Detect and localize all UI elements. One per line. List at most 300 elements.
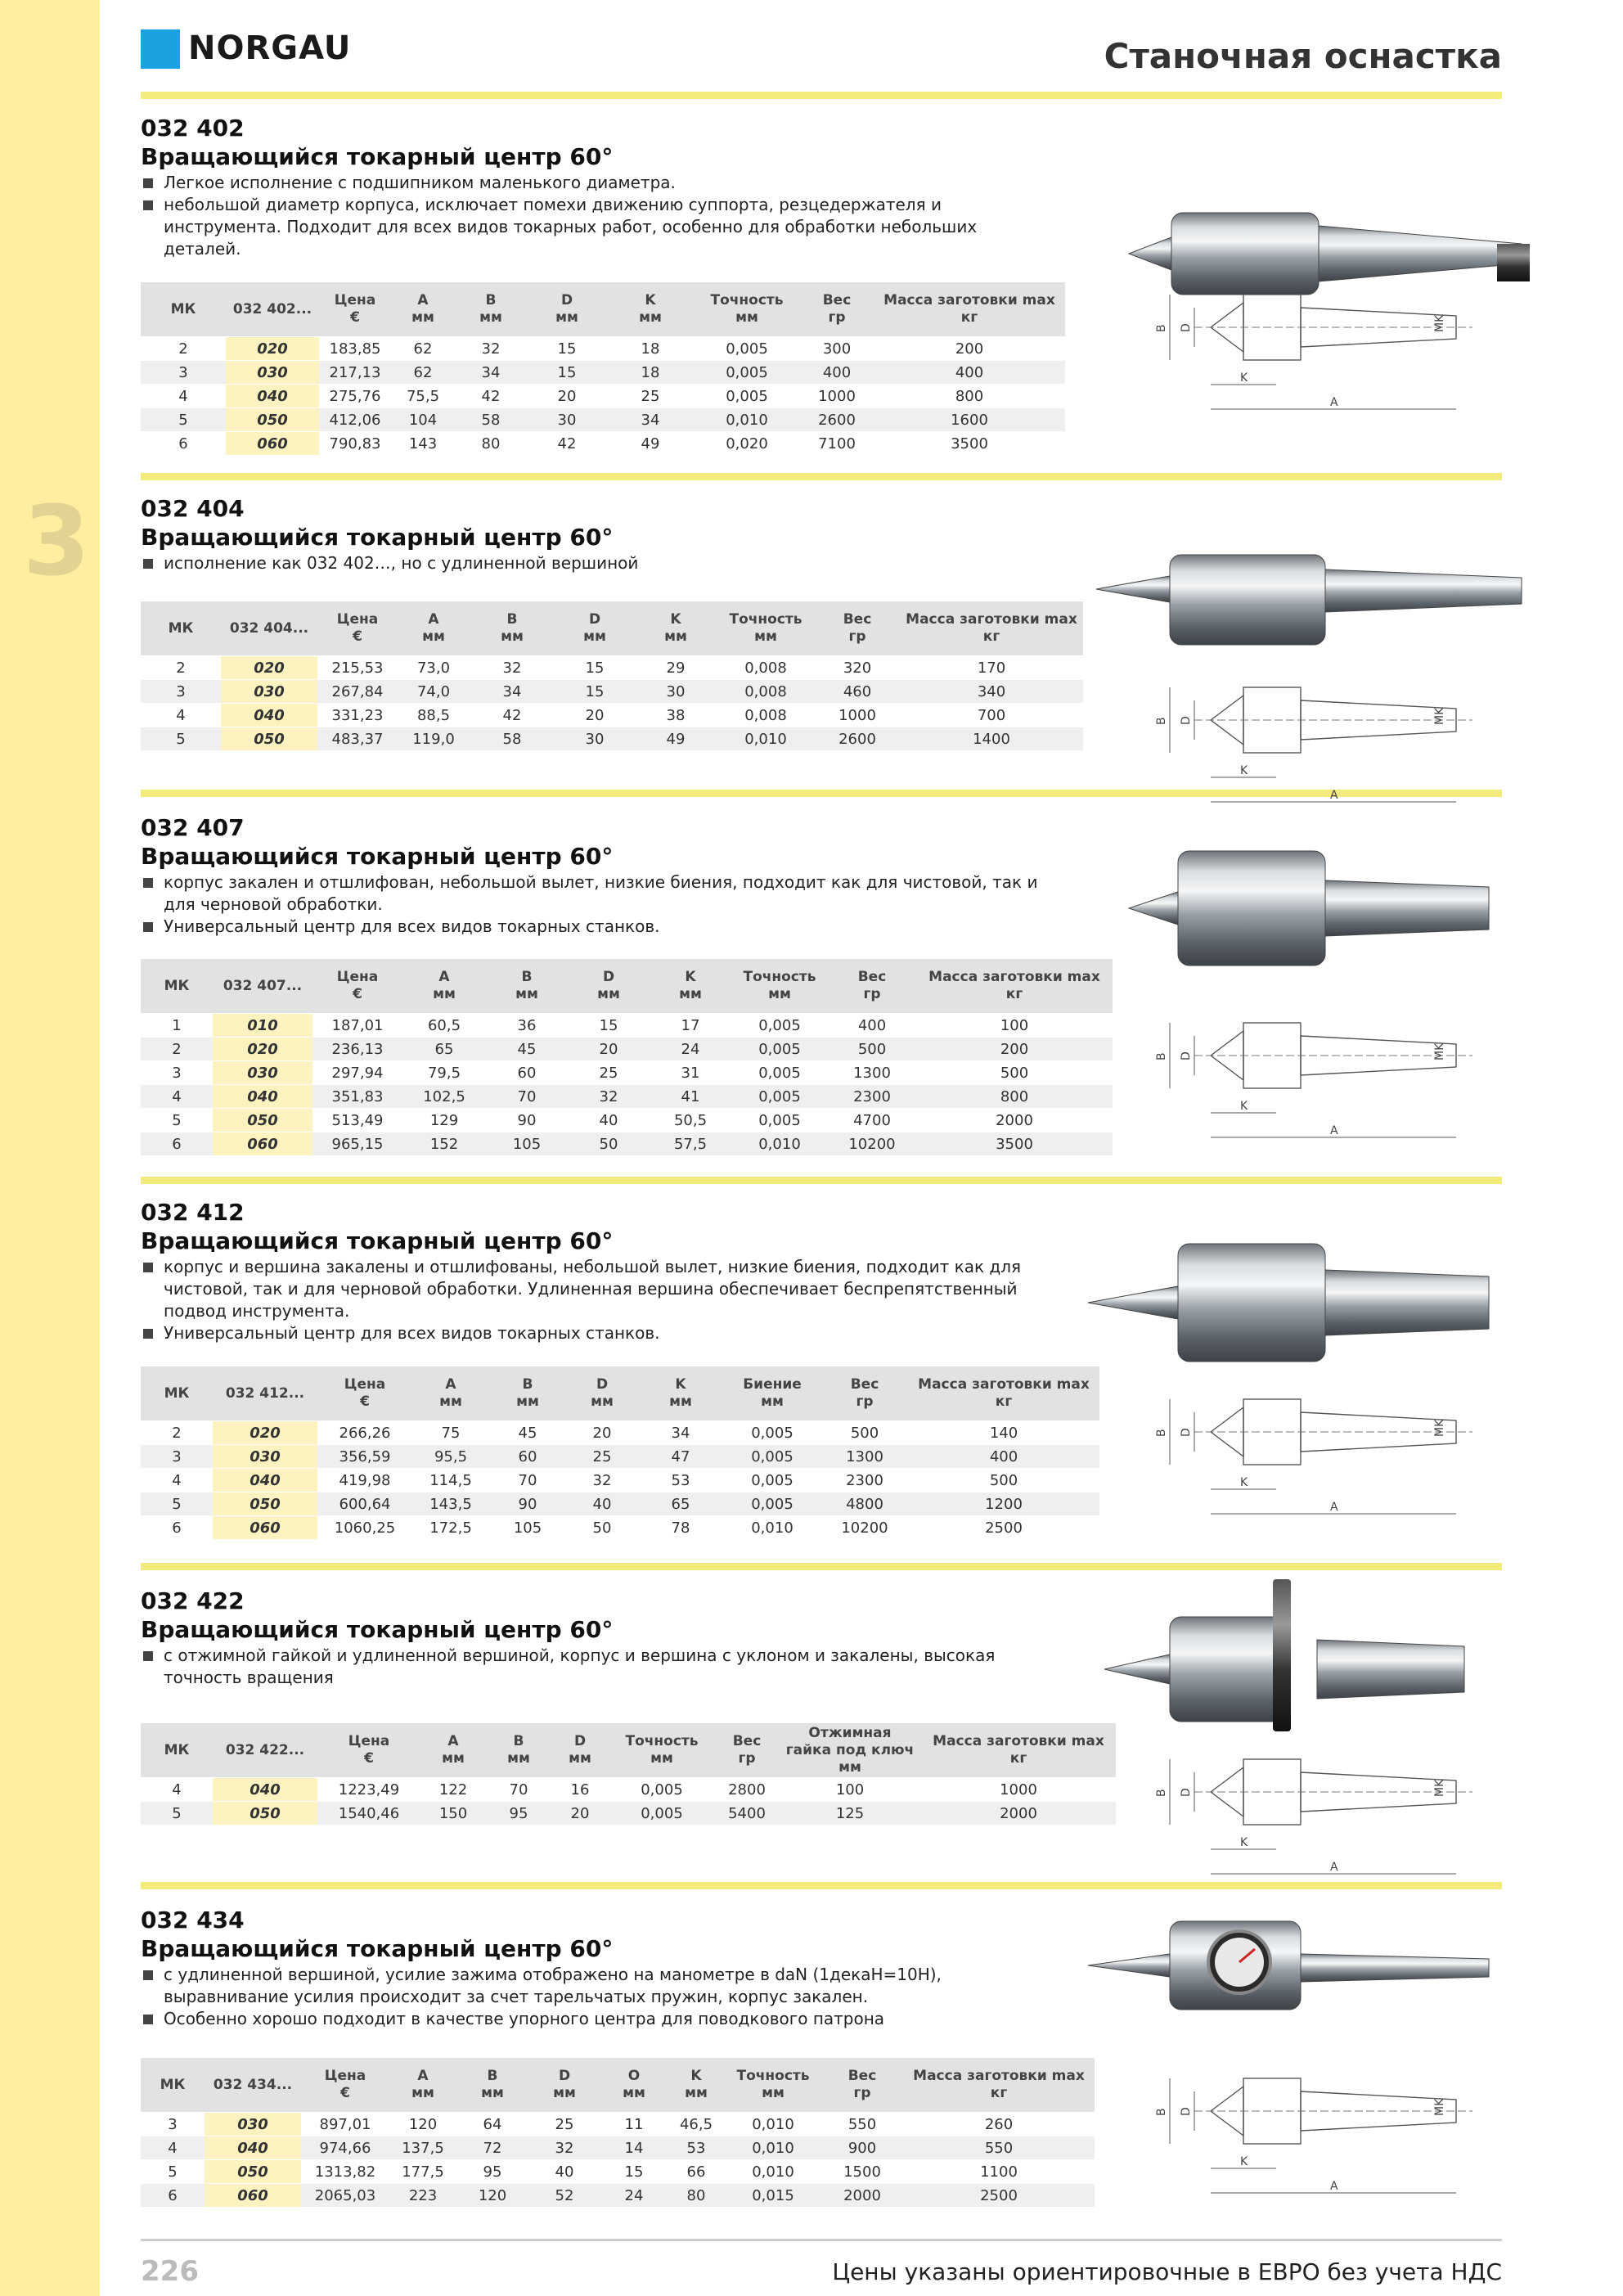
column-header: Цена € xyxy=(317,601,398,656)
table-cell: 90 xyxy=(489,1492,566,1516)
column-header: Точность мм xyxy=(717,601,815,656)
table-cell: 105 xyxy=(486,1132,568,1156)
table-cell: 20 xyxy=(551,1802,609,1826)
order-suffix-cell: 030 xyxy=(213,1061,312,1085)
table-cell: 20 xyxy=(555,704,635,727)
table-cell: 0,005 xyxy=(731,1061,828,1085)
table-cell: 483,37 xyxy=(317,727,398,751)
table-cell: 331,23 xyxy=(317,704,398,727)
table-row xyxy=(141,1014,1113,1038)
spec-table xyxy=(141,2058,1095,2207)
table-cell: 34 xyxy=(607,408,694,432)
feature-item xyxy=(141,1645,1057,1689)
dim-d-label: D xyxy=(1180,716,1193,725)
bullet-square-icon xyxy=(143,1263,153,1272)
table-cell: 15 xyxy=(527,361,607,385)
order-suffix-cell: 030 xyxy=(213,1445,317,1469)
table-cell: 275,76 xyxy=(319,385,391,408)
dimension-drawing xyxy=(1145,1743,1522,1907)
table-cell: 16 xyxy=(551,1778,609,1802)
table-cell: 0,005 xyxy=(694,361,800,385)
column-header: Вес гр xyxy=(821,2058,903,2113)
column-header: Отжимная гайка под ключ мм xyxy=(779,1723,921,1778)
column-header: 032 402... xyxy=(226,282,319,337)
table-cell: 78 xyxy=(638,1516,723,1540)
order-suffix-cell: 040 xyxy=(226,385,319,408)
table-cell: 74,0 xyxy=(398,680,470,704)
table-cell: 965,15 xyxy=(312,1132,402,1156)
table-cell: 4 xyxy=(141,1469,213,1492)
dim-d-label: D xyxy=(1180,1051,1193,1060)
table-cell: 223 xyxy=(389,2184,456,2208)
section-rule xyxy=(141,1177,1502,1184)
dim-a-label: A xyxy=(1330,1501,1338,1514)
table-cell: 897,01 xyxy=(301,2113,389,2136)
order-suffix-cell: 030 xyxy=(226,361,319,385)
feature-item xyxy=(141,916,1057,938)
bullet-square-icon xyxy=(143,878,153,888)
table-cell: 500 xyxy=(821,1421,908,1445)
table-cell: 20 xyxy=(527,385,607,408)
dim-k-label: K xyxy=(1240,764,1248,777)
table-row xyxy=(141,337,1065,361)
column-header: МК xyxy=(141,1366,213,1421)
table-cell: 3 xyxy=(141,361,226,385)
table-cell: 2000 xyxy=(921,1802,1116,1826)
feature-text: небольшой диаметр корпуса, исключает помехи движению суппорта, резцедержателя и инструмента. Подходит для всех видов токарных работ, особенно для обработки небольших деталей. xyxy=(164,195,978,259)
column-header: МК xyxy=(141,1723,213,1778)
feature-list xyxy=(141,871,1057,938)
feature-text: корпус и вершина закалены и отшлифованы, небольшой вылет, низкие биения, подходит как для чистовой, так и для черновой обработки. Удлиненная вершина обеспечивает беспрепятственный подвод инструмента. xyxy=(164,1257,1022,1321)
table-cell: 5 xyxy=(141,1492,213,1516)
table-cell: 3500 xyxy=(916,1132,1113,1156)
table-cell: 2600 xyxy=(815,727,900,751)
table-cell: 52 xyxy=(528,2184,600,2208)
order-suffix-cell: 050 xyxy=(213,1492,317,1516)
dim-mk-label: MK xyxy=(1433,707,1446,725)
table-cell: 72 xyxy=(456,2136,528,2160)
column-header: МК xyxy=(141,282,226,337)
table-cell: 122 xyxy=(420,1778,486,1802)
order-suffix-cell: 050 xyxy=(221,727,317,751)
table-cell: 217,13 xyxy=(319,361,391,385)
table-cell: 183,85 xyxy=(319,337,391,361)
table-cell: 46,5 xyxy=(668,2113,725,2136)
table-row xyxy=(141,432,1065,456)
table-cell: 20 xyxy=(566,1421,638,1445)
table-cell: 79,5 xyxy=(402,1061,486,1085)
table-cell: 49 xyxy=(635,727,717,751)
table-cell: 140 xyxy=(908,1421,1099,1445)
table-cell: 31 xyxy=(650,1061,731,1085)
table-cell: 29 xyxy=(635,656,717,680)
column-header: МК xyxy=(141,2058,205,2113)
table-cell: 500 xyxy=(916,1061,1113,1085)
column-header: Вес гр xyxy=(821,1366,908,1421)
table-cell: 64 xyxy=(456,2113,528,2136)
table-cell: 150 xyxy=(420,1802,486,1826)
table-cell: 120 xyxy=(389,2113,456,2136)
table-cell: 2500 xyxy=(908,1516,1099,1540)
table-cell: 34 xyxy=(470,680,555,704)
order-suffix-cell: 020 xyxy=(213,1038,312,1061)
table-cell: 0,005 xyxy=(731,1014,828,1038)
table-cell: 1223,49 xyxy=(317,1778,420,1802)
order-suffix-cell: 060 xyxy=(226,432,319,456)
table-cell: 58 xyxy=(470,727,555,751)
order-suffix-cell: 060 xyxy=(213,1132,312,1156)
chapter-number: 3 xyxy=(23,484,91,597)
order-suffix-cell: 020 xyxy=(221,656,317,680)
column-header: K мм xyxy=(650,959,731,1014)
feature-item xyxy=(141,552,1057,574)
table-cell: 90 xyxy=(486,1109,568,1132)
table-cell: 32 xyxy=(568,1085,650,1109)
column-header: Масса заготовки max кг xyxy=(908,1366,1099,1421)
table-cell: 62 xyxy=(391,361,455,385)
table-cell: 32 xyxy=(566,1469,638,1492)
table-row xyxy=(141,1778,1116,1802)
table-row xyxy=(141,2184,1095,2208)
order-suffix-cell: 050 xyxy=(205,2160,301,2184)
sidebar-divider xyxy=(100,0,113,2296)
table-cell: 15 xyxy=(555,656,635,680)
dim-a-label: A xyxy=(1330,1861,1338,1874)
column-header: Точность мм xyxy=(725,2058,821,2113)
table-cell: 114,5 xyxy=(412,1469,489,1492)
table-cell: 95 xyxy=(486,1802,551,1826)
spec-table-header xyxy=(141,1366,1099,1421)
column-header: Цена € xyxy=(312,959,402,1014)
feature-item xyxy=(141,172,1057,194)
dim-mk-label: MK xyxy=(1433,1042,1446,1060)
dimension-drawing xyxy=(1145,1006,1522,1170)
table-cell: 1540,46 xyxy=(317,1802,420,1826)
table-cell: 105 xyxy=(489,1516,566,1540)
table-cell: 0,005 xyxy=(731,1038,828,1061)
order-suffix-cell: 040 xyxy=(213,1085,312,1109)
table-cell: 70 xyxy=(486,1778,551,1802)
table-cell: 4 xyxy=(141,385,226,408)
table-row xyxy=(141,1132,1113,1156)
feature-text: с отжимной гайкой и удлиненной вершиной, корпус и вершина с уклоном и закалены, высокая точность вращения xyxy=(164,1645,996,1687)
table-cell: 356,59 xyxy=(317,1445,412,1469)
column-header: O мм xyxy=(600,2058,668,2113)
product-name: Вращающийся токарный центр 60° xyxy=(141,1227,614,1254)
dim-a-label: A xyxy=(1330,2180,1338,2193)
feature-text: исполнение как 032 402…, но с удлиненной вершиной xyxy=(164,553,639,573)
table-cell: 0,005 xyxy=(723,1421,821,1445)
table-cell: 0,005 xyxy=(723,1469,821,1492)
table-cell: 5 xyxy=(141,2160,205,2184)
product-name: Вращающийся токарный центр 60° xyxy=(141,524,614,551)
table-cell: 50 xyxy=(568,1132,650,1156)
table-cell: 66 xyxy=(668,2160,725,2184)
bullet-square-icon xyxy=(143,2015,153,2024)
table-cell: 2 xyxy=(141,656,221,680)
table-cell: 25 xyxy=(528,2113,600,2136)
table-cell: 1000 xyxy=(815,704,900,727)
bullet-square-icon xyxy=(143,200,153,210)
table-cell: 4700 xyxy=(828,1109,916,1132)
column-header: A мм xyxy=(412,1366,489,1421)
column-header: K мм xyxy=(638,1366,723,1421)
order-suffix-cell: 040 xyxy=(213,1778,317,1802)
column-header: 032 412... xyxy=(213,1366,317,1421)
table-cell: 351,83 xyxy=(312,1085,402,1109)
table-cell: 7100 xyxy=(800,432,874,456)
table-row xyxy=(141,1445,1099,1469)
order-suffix-cell: 040 xyxy=(213,1469,317,1492)
table-cell: 15 xyxy=(600,2160,668,2184)
table-cell: 0,005 xyxy=(694,337,800,361)
table-row xyxy=(141,1469,1099,1492)
table-cell: 412,06 xyxy=(319,408,391,432)
product-code: 032 434 xyxy=(141,1907,245,1934)
table-cell: 0,008 xyxy=(717,704,815,727)
table-cell: 125 xyxy=(779,1802,921,1826)
column-header: МК xyxy=(141,601,221,656)
table-cell: 297,94 xyxy=(312,1061,402,1085)
table-cell: 2 xyxy=(141,1421,213,1445)
table-cell: 152 xyxy=(402,1132,486,1156)
column-header: Масса заготовки max кг xyxy=(921,1723,1116,1778)
table-cell: 104 xyxy=(391,408,455,432)
column-header: Вес гр xyxy=(815,601,900,656)
table-cell: 2500 xyxy=(903,2184,1095,2208)
dim-b-label: B xyxy=(1155,1052,1168,1060)
table-cell: 2300 xyxy=(821,1469,908,1492)
table-cell: 2600 xyxy=(800,408,874,432)
dim-k-label: K xyxy=(1240,371,1248,385)
feature-text: Легкое исполнение с подшипником маленького диаметра. xyxy=(164,173,676,192)
table-cell: 1300 xyxy=(828,1061,916,1085)
bullet-square-icon xyxy=(143,178,153,188)
table-cell: 0,008 xyxy=(717,656,815,680)
product-code: 032 404 xyxy=(141,495,245,522)
spec-table-header xyxy=(141,601,1083,656)
table-cell: 513,49 xyxy=(312,1109,402,1132)
table-cell: 45 xyxy=(489,1421,566,1445)
feature-item xyxy=(141,871,1057,916)
dim-d-label: D xyxy=(1180,2107,1193,2116)
order-suffix-cell: 050 xyxy=(213,1802,317,1826)
table-cell: 1400 xyxy=(900,727,1083,751)
column-header: B мм xyxy=(470,601,555,656)
table-cell: 38 xyxy=(635,704,717,727)
column-header: A мм xyxy=(420,1723,486,1778)
table-cell: 4 xyxy=(141,1778,213,1802)
table-cell: 119,0 xyxy=(398,727,470,751)
table-cell: 58 xyxy=(455,408,527,432)
order-suffix-cell: 060 xyxy=(205,2184,301,2208)
table-cell: 60 xyxy=(486,1061,568,1085)
product-photo xyxy=(1080,1579,1538,1759)
table-cell: 400 xyxy=(908,1445,1099,1469)
table-cell: 62 xyxy=(391,337,455,361)
table-cell: 177,5 xyxy=(389,2160,456,2184)
table-cell: 45 xyxy=(486,1038,568,1061)
table-cell: 5 xyxy=(141,408,226,432)
feature-item xyxy=(141,1256,1057,1322)
table-cell: 40 xyxy=(528,2160,600,2184)
table-cell: 6 xyxy=(141,432,226,456)
table-cell: 18 xyxy=(607,361,694,385)
order-suffix-cell: 020 xyxy=(226,337,319,361)
spec-table-header xyxy=(141,2058,1095,2113)
column-header: Биение мм xyxy=(723,1366,821,1421)
product-name: Вращающийся токарный центр 60° xyxy=(141,143,614,170)
dimension-drawing xyxy=(1145,2062,1522,2226)
table-cell: 1100 xyxy=(903,2160,1095,2184)
table-cell: 5 xyxy=(141,1802,213,1826)
column-header: B мм xyxy=(455,282,527,337)
table-cell: 32 xyxy=(455,337,527,361)
table-cell: 15 xyxy=(527,337,607,361)
table-cell: 70 xyxy=(489,1469,566,1492)
table-row xyxy=(141,385,1065,408)
table-cell: 15 xyxy=(568,1014,650,1038)
table-cell: 172,5 xyxy=(412,1516,489,1540)
column-header: Точность мм xyxy=(694,282,800,337)
dim-a-label: A xyxy=(1330,396,1338,409)
dim-d-label: D xyxy=(1180,1788,1193,1797)
table-cell: 0,010 xyxy=(725,2160,821,2184)
table-cell: 0,005 xyxy=(694,385,800,408)
table-cell: 36 xyxy=(486,1014,568,1038)
table-cell: 1200 xyxy=(908,1492,1099,1516)
table-cell: 6 xyxy=(141,1516,213,1540)
table-cell: 1060,25 xyxy=(317,1516,412,1540)
table-cell: 50 xyxy=(566,1516,638,1540)
dimension-drawing xyxy=(1145,1383,1522,1546)
table-cell: 11 xyxy=(600,2113,668,2136)
column-header: D мм xyxy=(527,282,607,337)
table-row xyxy=(141,656,1083,680)
dim-k-label: K xyxy=(1240,1476,1248,1489)
feature-text: Особенно хорошо подходит в качестве упорного центра для поводкового патрона xyxy=(164,2009,885,2028)
column-header: Цена € xyxy=(317,1366,412,1421)
table-cell: 1500 xyxy=(821,2160,903,2184)
column-header: B мм xyxy=(486,959,568,1014)
table-row xyxy=(141,1038,1113,1061)
table-cell: 42 xyxy=(470,704,555,727)
column-header: Цена € xyxy=(319,282,391,337)
table-cell: 5 xyxy=(141,727,221,751)
table-cell: 25 xyxy=(566,1445,638,1469)
table-cell: 0,005 xyxy=(731,1085,828,1109)
table-cell: 0,020 xyxy=(694,432,800,456)
table-cell: 700 xyxy=(900,704,1083,727)
table-cell: 215,53 xyxy=(317,656,398,680)
table-cell: 0,010 xyxy=(723,1516,821,1540)
table-cell: 42 xyxy=(455,385,527,408)
dim-k-label: K xyxy=(1240,2155,1248,2168)
price-note: Цены указаны ориентировочные в ЕВРО без учета НДС xyxy=(832,2258,1502,2285)
table-cell: 120 xyxy=(456,2184,528,2208)
table-cell: 4 xyxy=(141,704,221,727)
table-cell: 95 xyxy=(456,2160,528,2184)
table-cell: 47 xyxy=(638,1445,723,1469)
column-header: B мм xyxy=(489,1366,566,1421)
table-cell: 2065,03 xyxy=(301,2184,389,2208)
table-cell: 143,5 xyxy=(412,1492,489,1516)
table-row xyxy=(141,680,1083,704)
table-cell: 550 xyxy=(903,2136,1095,2160)
dim-b-label: B xyxy=(1155,1429,1168,1437)
footer-rule xyxy=(141,2239,1502,2241)
feature-text: с удлиненной вершиной, усилие зажима отображено на манометре в daN (1декаН=10Н), выравнивание усилия происходит за счет тарельчатых пружин, корпус закален. xyxy=(164,1965,942,2006)
table-cell: 0,010 xyxy=(725,2113,821,2136)
dim-mk-label: MK xyxy=(1433,1419,1446,1437)
column-header: Цена € xyxy=(317,1723,420,1778)
column-header: A мм xyxy=(391,282,455,337)
table-cell: 550 xyxy=(821,2113,903,2136)
table-cell: 0,010 xyxy=(694,408,800,432)
table-cell: 0,008 xyxy=(717,680,815,704)
column-header: A мм xyxy=(389,2058,456,2113)
table-cell: 49 xyxy=(607,432,694,456)
table-cell: 57,5 xyxy=(650,1132,731,1156)
column-header: Масса заготовки max кг xyxy=(874,282,1065,337)
table-cell: 170 xyxy=(900,656,1083,680)
dim-b-label: B xyxy=(1155,717,1168,725)
column-header: D мм xyxy=(566,1366,638,1421)
feature-text: Универсальный центр для всех видов токарных станков. xyxy=(164,1323,660,1343)
table-cell: 0,005 xyxy=(723,1492,821,1516)
table-cell: 80 xyxy=(455,432,527,456)
table-cell: 100 xyxy=(779,1778,921,1802)
table-cell: 187,01 xyxy=(312,1014,402,1038)
column-header: Масса заготовки max кг xyxy=(900,601,1083,656)
table-cell: 95,5 xyxy=(412,1445,489,1469)
product-code: 032 402 xyxy=(141,115,245,142)
table-row xyxy=(141,1109,1113,1132)
table-cell: 15 xyxy=(555,680,635,704)
table-row xyxy=(141,2160,1095,2184)
table-cell: 2000 xyxy=(821,2184,903,2208)
table-cell: 1 xyxy=(141,1014,213,1038)
table-cell: 200 xyxy=(874,337,1065,361)
spec-table xyxy=(141,959,1113,1155)
order-suffix-cell: 050 xyxy=(213,1109,312,1132)
table-row xyxy=(141,408,1065,432)
product-code: 032 412 xyxy=(141,1199,245,1226)
table-row xyxy=(141,361,1065,385)
table-cell: 40 xyxy=(568,1109,650,1132)
table-cell: 30 xyxy=(527,408,607,432)
order-suffix-cell: 040 xyxy=(221,704,317,727)
table-cell: 24 xyxy=(600,2184,668,2208)
table-cell: 0,005 xyxy=(609,1802,715,1826)
table-cell: 25 xyxy=(607,385,694,408)
table-cell: 0,005 xyxy=(723,1445,821,1469)
table-cell: 3 xyxy=(141,2113,205,2136)
spec-table-header xyxy=(141,1723,1116,1778)
table-cell: 53 xyxy=(638,1469,723,1492)
table-cell: 60 xyxy=(489,1445,566,1469)
table-cell: 0,005 xyxy=(609,1778,715,1802)
table-cell: 3 xyxy=(141,1061,213,1085)
column-header: K мм xyxy=(635,601,717,656)
table-cell: 0,010 xyxy=(731,1132,828,1156)
table-cell: 88,5 xyxy=(398,704,470,727)
table-cell: 400 xyxy=(800,361,874,385)
spec-table-header xyxy=(141,282,1065,337)
column-header: Масса заготовки max кг xyxy=(916,959,1113,1014)
table-cell: 34 xyxy=(455,361,527,385)
table-cell: 42 xyxy=(527,432,607,456)
